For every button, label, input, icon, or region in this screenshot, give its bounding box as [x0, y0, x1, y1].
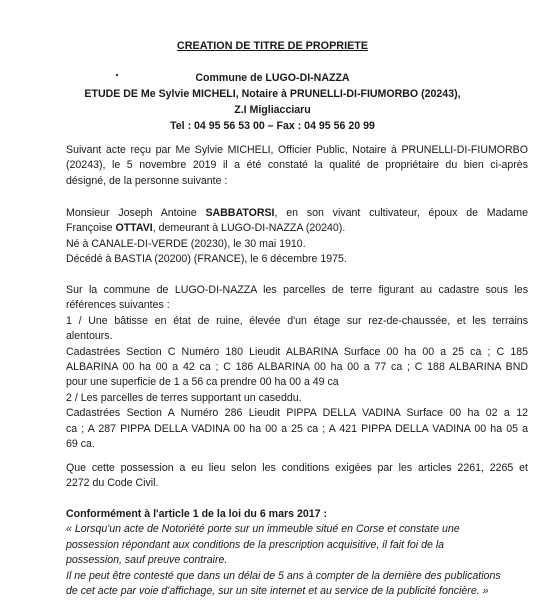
person-surname: SABBATORSI — [205, 207, 275, 219]
law-quote-line: « Lorsqu'un acte de Notoriété porte sur un immeuble situé en Corse et constate une — [66, 523, 460, 536]
law-quote-line: de cet acte par voie d'affichage, sur un site internet et au service de la publicité foncière. » — [66, 585, 489, 598]
header-zi: Z.I Migliacciaru — [234, 104, 311, 116]
law-paragraph — [66, 507, 528, 599]
intro-paragraph — [66, 143, 528, 189]
possession-line: Que cette possession a eu lieu selon les conditions exigées par les articles 2261, 2265 et — [66, 462, 528, 474]
parcel-line: Cadastrées Section C Numéro 180 Lieudit ALBARINA Surface 00 ha 00 a 25 ca ; C 185 — [66, 345, 528, 358]
spouse-surname: OTTAVI — [115, 222, 153, 235]
law-quote-line: possession, sauf preuve contraire. — [66, 554, 228, 567]
parcel-line: ALBARINA 00 ha 00 a 42 ca ; C 186 ALBARINA 00 ha 00 a 77 ca ; C 188 ALBARINA BND — [66, 361, 528, 374]
parcels-paragraph — [66, 283, 528, 452]
parcel-line: 69 ca. — [66, 438, 95, 451]
possession-paragraph — [66, 461, 528, 492]
parcel-line: pour une superficie de 1 a 56 ca prendre 00 ha 00 a 49 ca — [66, 376, 339, 389]
law-quote-line: Il ne peut être contesté que dans un délai de 5 ans à compter de la dernière des publications — [66, 569, 501, 582]
person-line — [66, 221, 528, 236]
header-etude: ETUDE DE Me Sylvie MICHELI, Notaire à PRUNELLI-DI-FIUMORBO (20243), — [84, 88, 461, 100]
parcel-line: références suivantes : — [66, 299, 170, 312]
person-text: Françoise — [66, 222, 116, 235]
person-text: , demeurant à LUGO-DI-NAZZA (20240). — [152, 222, 346, 235]
document-title: CREATION DE TITRE DE PROPRIETE — [176, 40, 369, 52]
parcel-line: alentours. — [66, 330, 113, 343]
header-commune: Commune de LUGO-DI-NAZZA — [195, 72, 350, 84]
law-heading: Conformément à l'article 1 de la loi du 6 mars 2017 : — [66, 508, 327, 520]
intro-line: (20243), le 5 novembre 2019 il a été constaté la qualité de propriétaire du bien ci-après — [66, 159, 528, 172]
notary-header — [0, 70, 545, 134]
person-paragraph — [66, 206, 528, 268]
parcel-line: 1 / Une bâtisse en état de ruine, élevée d'un étage sur rez-de-chaussée, et les terrains — [66, 314, 528, 327]
person-text: Monsieur Joseph Antoine — [66, 207, 206, 219]
person-line — [66, 206, 528, 221]
parcel-line: ca ; A 287 PIPPA DELLA VADINA 00 ha 00 a 25 ca ; A 421 PIPPA DELLA VADINA 00 ha 05 a — [66, 422, 528, 435]
person-birth: Né à CANALE-DI-VERDE (20230), le 30 mai 1910. — [66, 237, 306, 250]
intro-line: Suivant acte reçu par Me Sylvie MICHELI, Officier Public, Notaire à PRUNELLI-DI-FIUMORBO — [66, 144, 528, 156]
person-text: , en son vivant cultivateur, époux de Madame — [274, 207, 528, 219]
law-quote-line: possession répondant aux conditions de la prescription acquisitive, il fait foi de la — [66, 538, 445, 551]
parcel-line: 2 / Les parcelles de terres supportant un caseddu. — [66, 391, 302, 404]
parcel-line: Cadastrées Section A Numéro 286 Lieudit PIPPA DELLA VADINA Surface 00 ha 02 a 12 — [66, 407, 528, 420]
header-tel: Tel : 04 95 56 53 00 – Fax : 04 95 56 20 99 — [170, 120, 375, 132]
parcel-line: Sur la commune de LUGO-DI-NAZZA les parcelles de terre figurant au cadastre sous les — [66, 284, 528, 296]
intro-line: désigné, de la personne suivante : — [66, 174, 228, 187]
person-death: Décédé à BASTIA (20200) (FRANCE), le 6 décembre 1975. — [66, 253, 347, 266]
possession-line: 2272 du Code Civil. — [66, 477, 159, 490]
